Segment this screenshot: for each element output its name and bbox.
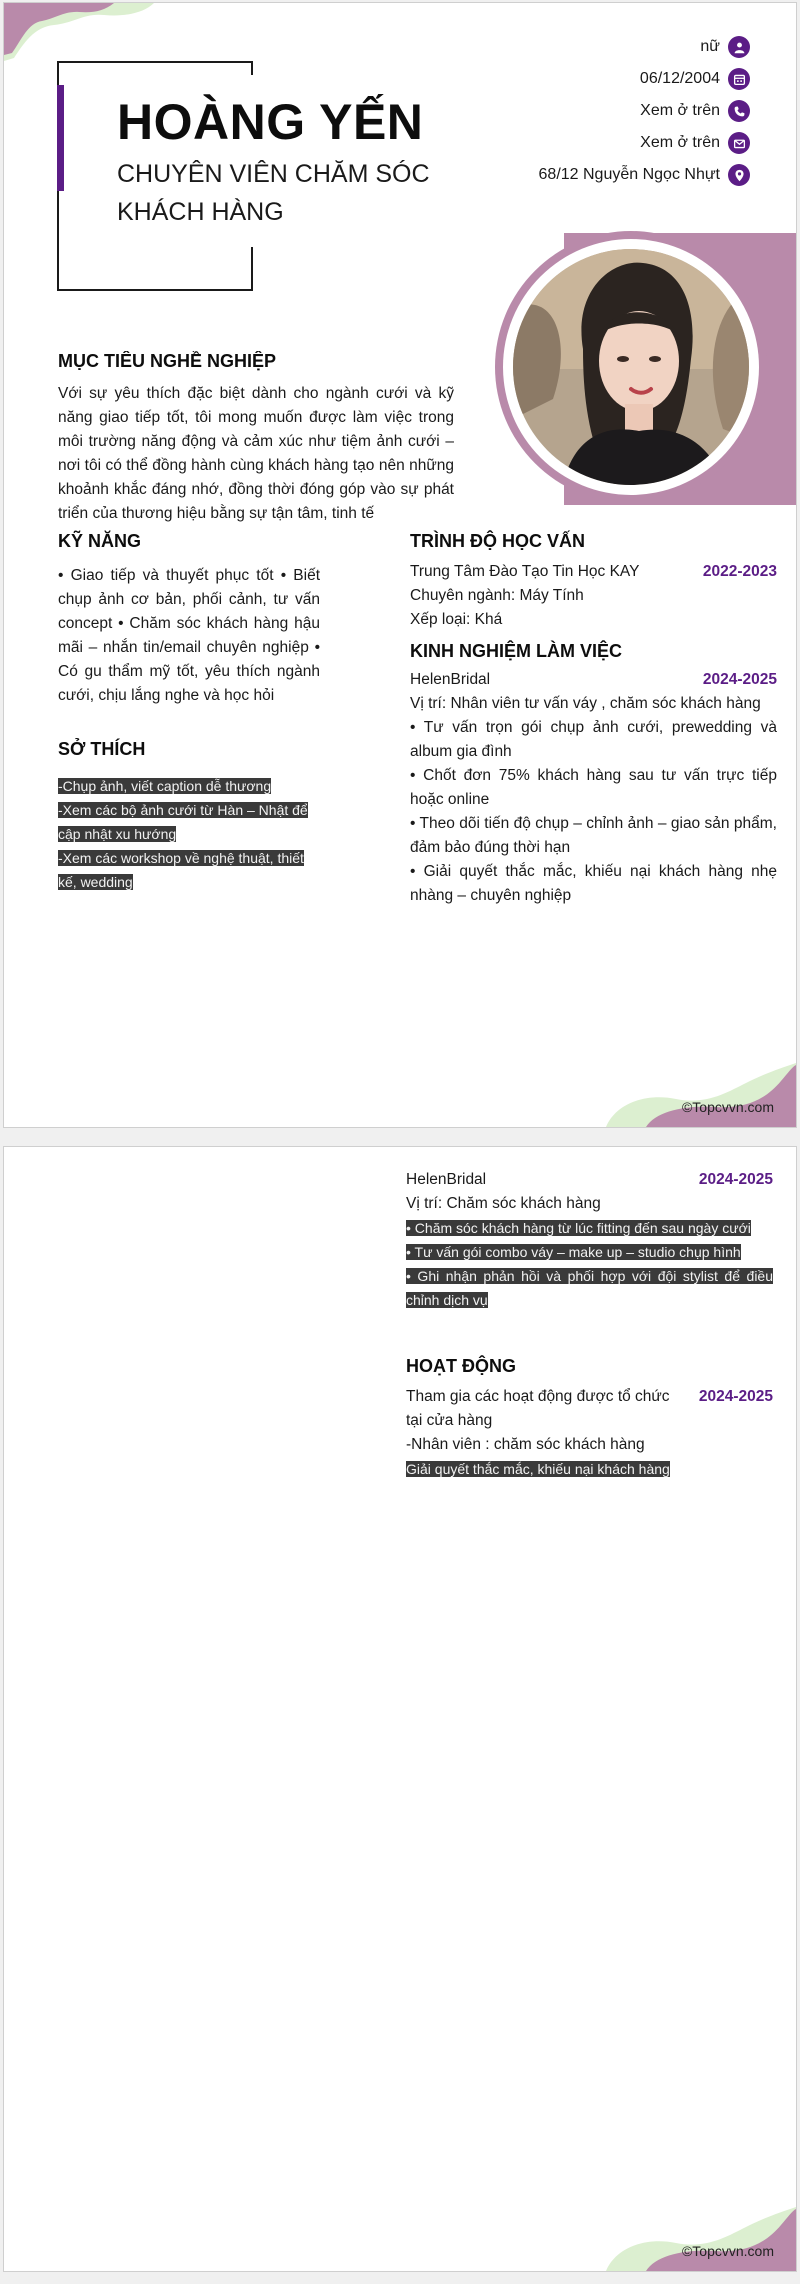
activity-role: -Nhân viên : chăm sóc khách hàng — [406, 1436, 645, 1453]
objective-heading: MỤC TIÊU NGHỀ NGHIỆP — [58, 351, 277, 371]
experience-section — [410, 641, 777, 908]
activity-event: Tham gia các hoạt động được tổ chức tại cửa hàng — [406, 1388, 670, 1429]
experience-continued — [406, 1168, 773, 1312]
job-years: 2024-2025 — [702, 671, 777, 688]
job-bullet: • Chốt đơn 75% khách hàng sau tư vấn trực tiếp hoặc online — [410, 767, 777, 808]
activity-detail: Giải quyết thắc mắc, khiếu nại khách hàng — [406, 1461, 670, 1477]
education-section — [410, 531, 777, 632]
objective-section — [58, 351, 454, 523]
watermark: ©Topcvvn.com — [681, 1099, 774, 1115]
job-company: HelenBridal — [406, 1171, 487, 1188]
job-position: Vị trí: Nhân viên tư vấn váy , chăm sóc khách hàng — [410, 695, 761, 712]
contact-phone[interactable]: Xem ở trên — [420, 95, 750, 127]
hobby-item: -Xem các workshop về nghệ thuật, thiết kế, wedding — [58, 850, 304, 890]
education-school: Trung Tâm Đào Tạo Tin Học KAY — [410, 563, 640, 580]
job-years: 2024-2025 — [698, 1171, 773, 1188]
objective-text: Với sự yêu thích đặc biệt dành cho ngành cưới và kỹ năng giao tiếp tốt, tôi mong muốn được làm việc trong môi trường năng động và cảm xúc như tiệm ảnh cưới – nơi tôi có thể đồng hành cùng khách hàng tạo nên những khoảnh khắc đáng nhớ, đồng thời đóng góp vào sự phát triển của thương hiệu bằng sự tận tâm, tinh tế — [58, 385, 454, 522]
education-heading: TRÌNH ĐỘ HỌC VẤN — [410, 531, 585, 551]
accent-bar — [57, 85, 64, 191]
job-bullet: • Giải quyết thắc mắc, khiếu nại khách hàng nhẹ nhàng – chuyên nghiệp — [410, 863, 777, 904]
contact-list — [420, 31, 750, 191]
experience-heading: KINH NGHIỆM LÀM VIỆC — [410, 641, 623, 661]
hobby-item: -Chụp ảnh, viết caption dễ thương — [58, 778, 272, 794]
contact-gender: nữ — [420, 31, 750, 63]
job-company: HelenBridal — [410, 671, 491, 688]
contact-address: 68/12 Nguyễn Ngọc Nhựt — [420, 159, 750, 191]
cv-page-2 — [3, 1146, 797, 2272]
activity-years: 2024-2025 — [698, 1388, 773, 1405]
skills-section — [58, 531, 320, 708]
job-bullet: • Theo dõi tiến độ chụp – chỉnh ảnh – giao sản phẩm, đảm bảo đúng thời hạn — [410, 815, 777, 856]
hobbies-heading: SỞ THÍCH — [58, 739, 146, 759]
skills-heading: KỸ NĂNG — [58, 531, 142, 551]
person-icon — [728, 36, 750, 58]
candidate-name: HOÀNG YẾN — [117, 94, 424, 150]
activities-heading: HOẠT ĐỘNG — [406, 1356, 516, 1376]
activities-section — [406, 1356, 773, 1481]
profile-photo — [513, 249, 749, 485]
job-bullet: • Chăm sóc khách hàng từ lúc fitting đến sau ngày cưới — [406, 1220, 751, 1236]
skills-text: • Giao tiếp và thuyết phục tốt • Biết chụp ảnh cơ bản, phối cảnh, tư vấn concept • Chăm sóc khách hàng hậu mãi – nhắn tin/email chuyên nghiệp • Có gu thẩm mỹ tốt, yêu thích ngành cưới, chịu lắng nghe và học hỏi — [58, 567, 320, 704]
location-icon — [728, 164, 750, 186]
hobbies-section — [58, 739, 320, 894]
cv-page-1 — [3, 2, 797, 1128]
education-major: Chuyên ngành: Máy Tính — [410, 587, 584, 604]
hobby-item: -Xem các bộ ảnh cưới từ Hàn – Nhật để cập nhật xu hướng — [58, 802, 308, 842]
decorative-blob-top-left — [4, 3, 164, 63]
phone-icon — [728, 100, 750, 122]
job-bullet: • Ghi nhận phản hồi và phối hợp với đội stylist để điều chỉnh dịch vụ — [406, 1268, 773, 1308]
watermark: ©Topcvvn.com — [681, 2243, 774, 2259]
candidate-title: CHUYÊN VIÊN CHĂM SÓC KHÁCH HÀNG — [117, 160, 430, 226]
decorative-blob-bottom-right — [606, 2207, 796, 2271]
decorative-blob-bottom-right — [606, 1063, 796, 1127]
email-icon — [728, 132, 750, 154]
contact-email[interactable]: Xem ở trên — [420, 127, 750, 159]
education-years: 2022-2023 — [702, 563, 777, 580]
job-position: Vị trí: Chăm sóc khách hàng — [406, 1195, 601, 1212]
education-grade: Xếp loại: Khá — [410, 611, 503, 628]
job-bullet: • Tư vấn gói combo váy – make up – studio chụp hình — [406, 1244, 741, 1260]
calendar-icon — [728, 68, 750, 90]
contact-birthday: 06/12/2004 — [420, 63, 750, 95]
job-bullet: • Tư vấn trọn gói chụp ảnh cưới, prewedding và album gia đình — [410, 719, 777, 760]
